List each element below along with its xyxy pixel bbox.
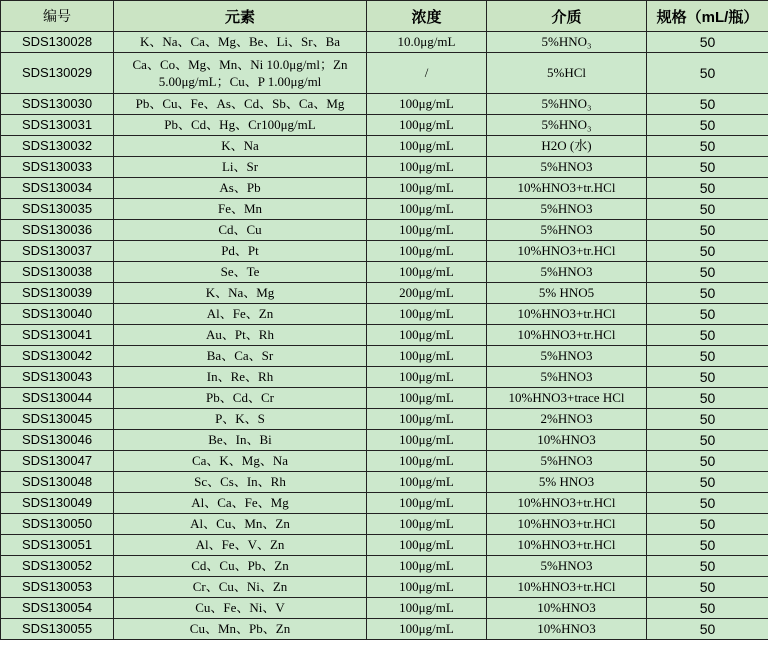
cell-medium: 5%HNO3 [487,157,647,178]
cell-spec: 50 [647,32,768,53]
cell-elements: Cu、Fe、Ni、V [114,598,367,619]
cell-concentration: 100μg/mL [367,199,487,220]
table-row [1,598,768,619]
cell-concentration: 100μg/mL [367,556,487,577]
cell-elements: Pb、Cu、Fe、As、Cd、Sb、Ca、Mg [114,94,367,115]
cell-elements: Au、Pt、Rh [114,325,367,346]
cell-code: SDS130035 [1,199,114,220]
cell-medium: 5%HNO₃ [487,94,647,115]
cell-elements: Al、Fe、V、Zn [114,535,367,556]
cell-concentration: 100μg/mL [367,115,487,136]
cell-concentration: 100μg/mL [367,325,487,346]
cell-medium: 10%HNO3+tr.HCl [487,241,647,262]
cell-concentration: / [367,53,487,94]
table-row [1,262,768,283]
table-row [1,178,768,199]
table-row [1,577,768,598]
cell-concentration: 100μg/mL [367,178,487,199]
table-row [1,430,768,451]
cell-code: SDS130029 [1,53,114,94]
cell-code: SDS130037 [1,241,114,262]
cell-code: SDS130028 [1,32,114,53]
cell-spec: 50 [647,451,768,472]
cell-concentration: 100μg/mL [367,472,487,493]
cell-concentration: 100μg/mL [367,157,487,178]
cell-elements: P、K、S [114,409,367,430]
cell-medium: 10%HNO3+tr.HCl [487,178,647,199]
table-row [1,241,768,262]
table-row [1,346,768,367]
cell-spec: 50 [647,598,768,619]
cell-spec: 50 [647,493,768,514]
cell-medium: 5%HCl [487,53,647,94]
cell-elements: Be、In、Bi [114,430,367,451]
table-row [1,283,768,304]
cell-elements: Cd、Cu、Pb、Zn [114,556,367,577]
table-row [1,388,768,409]
cell-medium: 10%HNO3+tr.HCl [487,577,647,598]
cell-code: SDS130033 [1,157,114,178]
cell-spec: 50 [647,241,768,262]
cell-medium: 5%HNO3 [487,367,647,388]
cell-code: SDS130034 [1,178,114,199]
cell-elements: Cr、Cu、Ni、Zn [114,577,367,598]
table-row [1,535,768,556]
table-row [1,367,768,388]
cell-elements: Cd、Cu [114,220,367,241]
cell-spec: 50 [647,388,768,409]
cell-spec: 50 [647,346,768,367]
table-row [1,619,768,640]
cell-spec: 50 [647,136,768,157]
cell-elements: Ca、K、Mg、Na [114,451,367,472]
table-row [1,157,768,178]
cell-code: SDS130054 [1,598,114,619]
table-row [1,136,768,157]
cell-spec: 50 [647,430,768,451]
cell-concentration: 100μg/mL [367,304,487,325]
cell-code: SDS130050 [1,514,114,535]
cell-concentration: 100μg/mL [367,430,487,451]
cell-code: SDS130031 [1,115,114,136]
cell-code: SDS130053 [1,577,114,598]
cell-concentration: 200μg/mL [367,283,487,304]
cell-medium: 5%HNO3 [487,556,647,577]
cell-medium: 5%HNO3 [487,199,647,220]
cell-spec: 50 [647,262,768,283]
cell-concentration: 100μg/mL [367,220,487,241]
cell-concentration: 100μg/mL [367,409,487,430]
table-row [1,199,768,220]
cell-spec: 50 [647,53,768,94]
cell-medium: 5% HNO5 [487,283,647,304]
cell-elements: Cu、Mn、Pb、Zn [114,619,367,640]
cell-code: SDS130030 [1,94,114,115]
cell-spec: 50 [647,472,768,493]
cell-spec: 50 [647,220,768,241]
cell-spec: 50 [647,556,768,577]
cell-concentration: 100μg/mL [367,388,487,409]
cell-elements: Li、Sr [114,157,367,178]
cell-medium: 10%HNO3+tr.HCl [487,304,647,325]
cell-spec: 50 [647,283,768,304]
cell-code: SDS130039 [1,283,114,304]
cell-medium: 10%HNO3 [487,430,647,451]
table-row [1,451,768,472]
cell-elements: K、Na、Ca、Mg、Be、Li、Sr、Ba [114,32,367,53]
cell-concentration: 100μg/mL [367,514,487,535]
cell-medium: 5% HNO3 [487,472,647,493]
header-code: 编号 [1,1,114,32]
cell-concentration: 100μg/mL [367,577,487,598]
cell-spec: 50 [647,304,768,325]
header-concentration: 浓度 [367,1,487,32]
cell-medium: 10%HNO3+tr.HCl [487,535,647,556]
table-row [1,556,768,577]
cell-spec: 50 [647,157,768,178]
cell-concentration: 100μg/mL [367,619,487,640]
header-row [1,1,768,32]
cell-code: SDS130044 [1,388,114,409]
cell-concentration: 100μg/mL [367,136,487,157]
cell-code: SDS130046 [1,430,114,451]
cell-code: SDS130032 [1,136,114,157]
cell-spec: 50 [647,325,768,346]
cell-elements: Se、Te [114,262,367,283]
cell-elements: Pb、Cd、Cr [114,388,367,409]
table-row [1,304,768,325]
cell-elements: Ca、Co、Mg、Mn、Ni 10.0μg/ml；Zn 5.00μg/mL；Cu、P 1.00μg/ml [114,53,367,94]
cell-elements: Fe、Mn [114,199,367,220]
cell-concentration: 100μg/mL [367,451,487,472]
cell-elements: In、Re、Rh [114,367,367,388]
cell-spec: 50 [647,367,768,388]
table-body [1,32,768,640]
cell-medium: 10%HNO3+tr.HCl [487,493,647,514]
cell-spec: 50 [647,115,768,136]
cell-elements: Al、Ca、Fe、Mg [114,493,367,514]
cell-concentration: 100μg/mL [367,262,487,283]
cell-concentration: 100μg/mL [367,367,487,388]
cell-concentration: 100μg/mL [367,535,487,556]
table-row [1,32,768,53]
cell-code: SDS130048 [1,472,114,493]
cell-elements: Al、Fe、Zn [114,304,367,325]
cell-code: SDS130041 [1,325,114,346]
cell-concentration: 10.0μg/mL [367,32,487,53]
header-elements: 元素 [114,1,367,32]
cell-spec: 50 [647,514,768,535]
cell-elements: K、Na、Mg [114,283,367,304]
cell-spec: 50 [647,577,768,598]
cell-medium: 2%HNO3 [487,409,647,430]
header-spec: 规格（mL/瓶） [647,1,768,32]
cell-spec: 50 [647,94,768,115]
cell-elements: Al、Cu、Mn、Zn [114,514,367,535]
cell-medium: 10%HNO3+tr.HCl [487,325,647,346]
cell-spec: 50 [647,178,768,199]
cell-concentration: 100μg/mL [367,241,487,262]
cell-medium: 10%HNO3 [487,619,647,640]
cell-code: SDS130049 [1,493,114,514]
cell-code: SDS130042 [1,346,114,367]
cell-medium: H2O (水) [487,136,647,157]
table-row [1,472,768,493]
cell-medium: 10%HNO3+trace HCl [487,388,647,409]
cell-concentration: 100μg/mL [367,94,487,115]
table-row [1,493,768,514]
cell-concentration: 100μg/mL [367,598,487,619]
cell-medium: 5%HNO3 [487,262,647,283]
table-row [1,220,768,241]
cell-medium: 5%HNO₃ [487,32,647,53]
cell-code: SDS130051 [1,535,114,556]
cell-code: SDS130038 [1,262,114,283]
cell-concentration: 100μg/mL [367,346,487,367]
cell-medium: 10%HNO3+tr.HCl [487,514,647,535]
cell-medium: 5%HNO₃ [487,115,647,136]
cell-elements: Ba、Ca、Sr [114,346,367,367]
cell-elements: Pb、Cd、Hg、Cr100μg/mL [114,115,367,136]
cell-spec: 50 [647,409,768,430]
table-row [1,53,768,94]
cell-code: SDS130040 [1,304,114,325]
cell-medium: 5%HNO3 [487,346,647,367]
cell-spec: 50 [647,535,768,556]
cell-spec: 50 [647,199,768,220]
table-row [1,94,768,115]
cell-concentration: 100μg/mL [367,493,487,514]
cell-code: SDS130047 [1,451,114,472]
cell-elements: As、Pb [114,178,367,199]
cell-code: SDS130036 [1,220,114,241]
table-row [1,514,768,535]
cell-medium: 5%HNO3 [487,451,647,472]
cell-code: SDS130052 [1,556,114,577]
table-row [1,115,768,136]
cell-medium: 10%HNO3 [487,598,647,619]
table-row [1,325,768,346]
cell-elements: Pd、Pt [114,241,367,262]
cell-code: SDS130055 [1,619,114,640]
header-medium: 介质 [487,1,647,32]
cell-spec: 50 [647,619,768,640]
cell-elements: Sc、Cs、In、Rh [114,472,367,493]
cell-medium: 5%HNO3 [487,220,647,241]
cell-code: SDS130045 [1,409,114,430]
table-row [1,409,768,430]
cell-code: SDS130043 [1,367,114,388]
cell-elements: K、Na [114,136,367,157]
